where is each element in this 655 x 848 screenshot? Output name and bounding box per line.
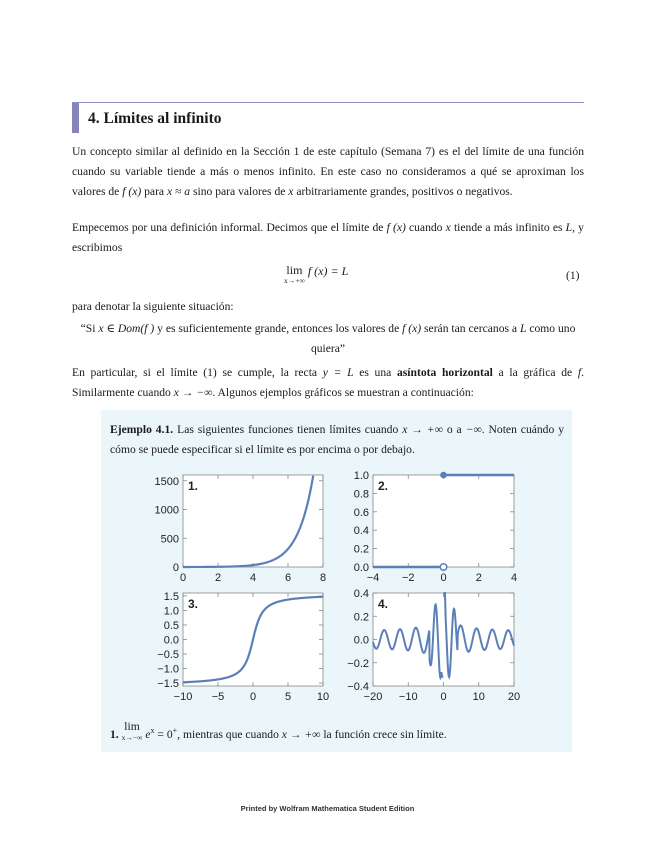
section-title: 4. Límites al infinito	[88, 110, 222, 127]
y-tick-label: 0.0	[163, 634, 179, 647]
closed-point	[440, 472, 447, 479]
plot-label: 2.	[378, 479, 389, 493]
y-tick-label: −1.0	[157, 663, 179, 676]
example-text: Ejemplo 4.1. Las siguientes funciones tienen límites cuando x → +∞ o a −∞. Noten cuándo y cómo se puede especificar si el límite es por encima o por debajo.	[110, 423, 564, 456]
y-tick-label: −0.4	[347, 681, 369, 693]
x-tick-label: 4	[510, 572, 518, 584]
x-tick-label: 0	[440, 572, 447, 584]
y-tick-label: 0.5	[163, 619, 179, 632]
y-tick-label: 1.5	[163, 590, 179, 603]
x-tick-label: −10	[173, 691, 193, 703]
x-tick-label: 6	[284, 572, 292, 584]
x-tick-label: −10	[398, 691, 418, 703]
limit-formula: lim x→+∞ f (x) = L	[284, 263, 349, 285]
x-tick-label: 8	[319, 572, 327, 584]
y-tick-label: 0.2	[353, 543, 369, 556]
paragraph-3: para denotar la siguiente situación:	[72, 300, 234, 313]
y-tick-label: −1.5	[157, 678, 179, 691]
y-tick-label: 0.4	[353, 588, 369, 600]
y-tick-label: 0.0	[353, 634, 369, 647]
plot-frame-2	[373, 475, 514, 567]
paragraph-4: En particular, si el límite (1) se cumple, la recta y = L es una asíntota horizontal a la gráfica de f. Similarmente cuando x → −∞. Algunos ejemplos gráficos se muestran a continuación:	[72, 366, 585, 399]
x-tick-label: 2	[475, 572, 482, 584]
y-tick-label: 1.0	[353, 470, 369, 482]
x-tick-label: 10	[472, 691, 485, 703]
x-tick-label: 20	[507, 691, 521, 703]
x-tick-label: 0	[440, 691, 447, 703]
y-tick-label: 500	[160, 533, 179, 546]
x-tick-label: 4	[249, 572, 257, 584]
footer: Printed by Wolfram Mathematica Student Edition	[240, 804, 415, 813]
y-tick-label: 0	[172, 562, 179, 574]
plot-label: 4.	[378, 597, 389, 611]
open-point	[440, 564, 447, 571]
example-item-1: 1. lim x→−∞ $e^x = 0^+$, mientras que cuando x → +∞ la función crece sin límite.	[110, 720, 447, 742]
x-tick-label: 5	[284, 691, 292, 703]
x-tick-label: −2	[401, 572, 415, 584]
x-tick-label: 10	[316, 691, 330, 703]
y-tick-label: 1.0	[163, 605, 179, 618]
y-tick-label: 0.4	[353, 525, 369, 538]
paragraph-2: Empecemos por una definición informal. Decimos que el límite de f (x) cuando x tiende a más infinito es L, y escribimos	[72, 221, 584, 254]
plot-label: 1.	[188, 479, 199, 493]
x-tick-label: −20	[363, 691, 383, 703]
y-tick-label: −0.2	[347, 657, 369, 670]
quote: “Si x ∈ Dom(f ) y es suficientemente grande, entonces los valores de f (x) serán tan cercanos a L como uno quiera”	[80, 322, 576, 355]
x-tick-label: −5	[211, 691, 225, 703]
y-tick-label: 0.6	[353, 506, 369, 519]
y-tick-label: −0.5	[157, 649, 179, 662]
y-tick-label: 1000	[154, 504, 179, 517]
y-tick-label: 0.0	[353, 562, 369, 574]
paragraph-1: Un concepto similar al definido en la Sección 1 de este capítulo (Semana 7) es el del límite de una función cuando su variable tiende a más o menos infinito. En este caso no consideramos a qué se aproximan los valores de f (x) para x ≈ a sino para valores de x arbitrariamente grandes, positivos o negativos.	[72, 145, 584, 198]
x-tick-label: 2	[214, 572, 222, 584]
plot-label: 3.	[188, 597, 199, 611]
equation-number: (1)	[566, 270, 580, 282]
plot-frame-4	[373, 593, 514, 686]
y-tick-label: 1500	[154, 475, 179, 488]
x-tick-label: −4	[366, 572, 380, 584]
y-tick-label: 0.8	[353, 488, 369, 501]
x-tick-label: 0	[249, 691, 257, 703]
y-tick-label: 0.2	[353, 611, 369, 624]
x-tick-label: 0	[179, 572, 187, 584]
